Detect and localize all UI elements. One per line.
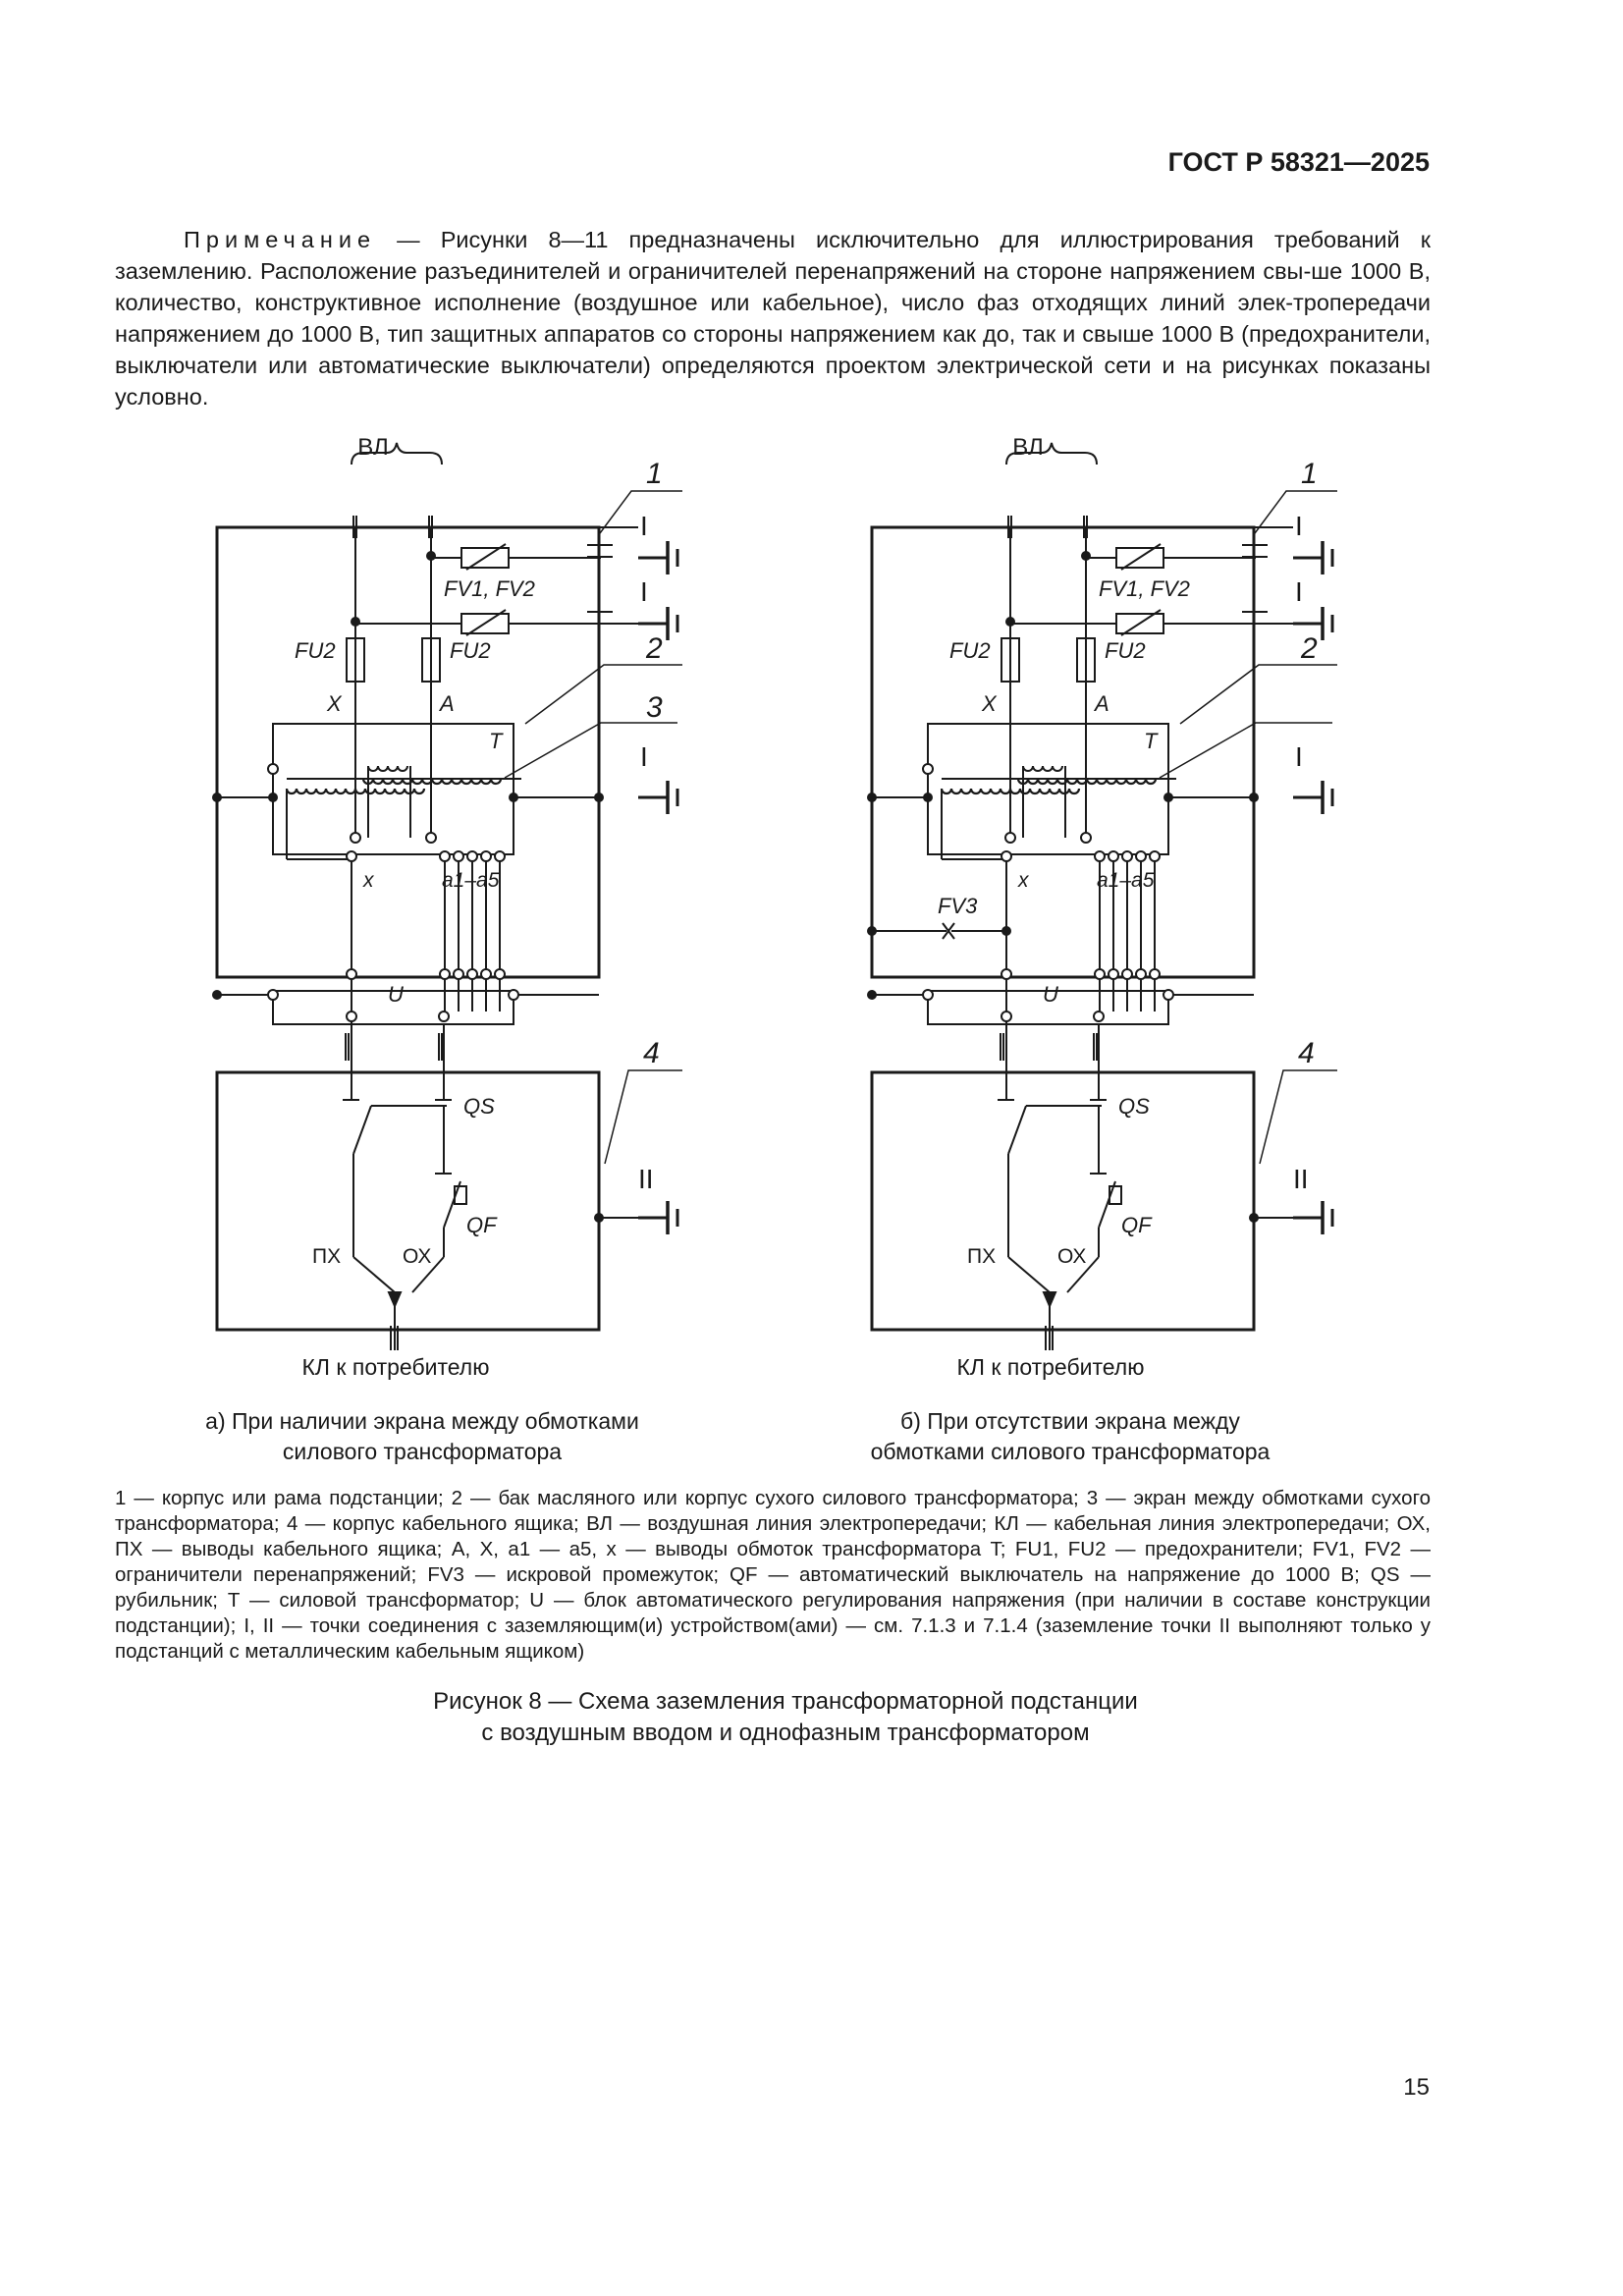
label-2-b: 2 bbox=[1301, 632, 1318, 665]
label-QF-a: QF bbox=[466, 1213, 497, 1237]
note-paragraph bbox=[115, 224, 1431, 412]
label-U-b: U bbox=[1043, 982, 1058, 1007]
figure-caption-line2: с воздушным вводом и однофазным трансформатором bbox=[481, 1720, 1090, 1746]
label-T-b: T bbox=[1144, 729, 1158, 753]
label-fu2-left-a: FU2 bbox=[295, 638, 336, 663]
label-QS-a: QS bbox=[463, 1094, 495, 1119]
label-fv12-b: FV1, FV2 bbox=[1099, 576, 1190, 601]
ground-I-2-a: I bbox=[640, 576, 648, 607]
label-X-b: X bbox=[982, 691, 997, 716]
label-fu2-left-b: FU2 bbox=[949, 638, 991, 663]
note-label: Примечание bbox=[184, 227, 377, 252]
label-OX-b: ОХ bbox=[1057, 1245, 1087, 1268]
ground-I-1-a: I bbox=[640, 511, 648, 541]
label-3-a: 3 bbox=[646, 691, 663, 724]
label-X-a: X bbox=[327, 691, 342, 716]
label-kl-a: КЛ к потребителю bbox=[301, 1354, 490, 1380]
label-1-b: 1 bbox=[1301, 458, 1318, 490]
caption-b: б) При отсутствии экрана между обмотками силового трансформатора bbox=[870, 1408, 1271, 1464]
caption-a: а) При наличии экрана между обмотками силового трансформатора bbox=[205, 1408, 639, 1464]
label-QS-b: QS bbox=[1118, 1094, 1150, 1119]
figure-caption-line1: Рисунок 8 — Схема заземления трансформаторной подстанции bbox=[433, 1688, 1138, 1715]
label-U-a: U bbox=[388, 982, 404, 1007]
label-4-b: 4 bbox=[1298, 1037, 1315, 1069]
label-a1a5-b: a1–a5 bbox=[1097, 869, 1155, 892]
label-kl-b: КЛ к потребителю bbox=[956, 1354, 1145, 1380]
label-a1a5-a: a1–a5 bbox=[442, 869, 500, 892]
ground-I-3-a: I bbox=[640, 741, 648, 772]
ground-II-b: II bbox=[1293, 1164, 1309, 1194]
label-QF-b: QF bbox=[1121, 1213, 1152, 1237]
label-OX-a: ОХ bbox=[403, 1245, 432, 1268]
page-number: 15 bbox=[1403, 2074, 1430, 2101]
label-fu2-right-b: FU2 bbox=[1105, 638, 1146, 663]
label-vl-b: ВЛ bbox=[1012, 434, 1044, 461]
figure-legend: 1 — корпус или рама подстанции; 2 — бак масляного или корпус сухого силового трансформатора; 3 — экран между обмотками сухого трансформатора; 4 — корпус кабельного ящика; ВЛ — воздушная линия электропередачи; КЛ — кабельная линия электропередачи; ОХ, ПХ — выводы кабельного ящика; A, X, a1 — a5, x — выводы обмоток трансформатора T; FU1, FU2 — предохранители; FV1, FV2 — ограничители перенапряжений; FV3 — искровой промежуток; QF — автоматический выключатель на напряжение до 1000 В; QS — рубильник; T — силовой трансформатор; U — блок автоматического регулирования напряжения (при наличии в составе конструкции подстанции); I, II — точки соединения с заземляющим(и) устройством(ами) — см. 7.1.3 и 7.1.4 (заземление точки II выполняют только у подстанций с металлическим кабельным ящиком) bbox=[115, 1487, 1431, 1663]
label-PX-a: ПХ bbox=[312, 1245, 342, 1268]
label-T-a: T bbox=[489, 729, 503, 753]
label-A-a: A bbox=[440, 691, 455, 716]
note-text: — Рисунки 8—11 предназначены исключительно для иллюстрирования требований к заземлению. Расположение разъединителей и ограничителей перенапряжений на стороне напряжением свы-ше 1000 В, количество, конструктивное исполнение (воздушное или кабельное), число фаз отходящих линий элек-тропередачи напряжением до 1000 В, тип защитных аппаратов со стороны напряжением как до, так и свыше 1000 В (предохранители, выключатели или автоматические выключатели) определяются проектом электрической сети и на рисунках показаны условно. bbox=[115, 227, 1431, 410]
grounding-diagram bbox=[0, 432, 1623, 1394]
label-1-a: 1 bbox=[646, 458, 663, 490]
label-4-a: 4 bbox=[643, 1037, 660, 1069]
ground-I-1-b: I bbox=[1295, 511, 1303, 541]
label-x-a: x bbox=[363, 869, 374, 892]
document-code: ГОСТ Р 58321—2025 bbox=[1167, 147, 1430, 177]
figure-caption bbox=[295, 1686, 1276, 1749]
label-fv3-b: FV3 bbox=[938, 894, 978, 918]
label-fv12-a: FV1, FV2 bbox=[444, 576, 535, 601]
label-A-b: A bbox=[1095, 691, 1109, 716]
label-fu2-right-a: FU2 bbox=[450, 638, 491, 663]
label-vl-a: ВЛ bbox=[357, 434, 389, 461]
ground-I-2-b: I bbox=[1295, 576, 1303, 607]
ground-II-a: II bbox=[638, 1164, 654, 1194]
label-x-b: x bbox=[1018, 869, 1029, 892]
fv3-spark-gap bbox=[872, 923, 1006, 939]
label-2-a: 2 bbox=[646, 632, 663, 665]
label-PX-b: ПХ bbox=[967, 1245, 997, 1268]
ground-I-3-b: I bbox=[1295, 741, 1303, 772]
